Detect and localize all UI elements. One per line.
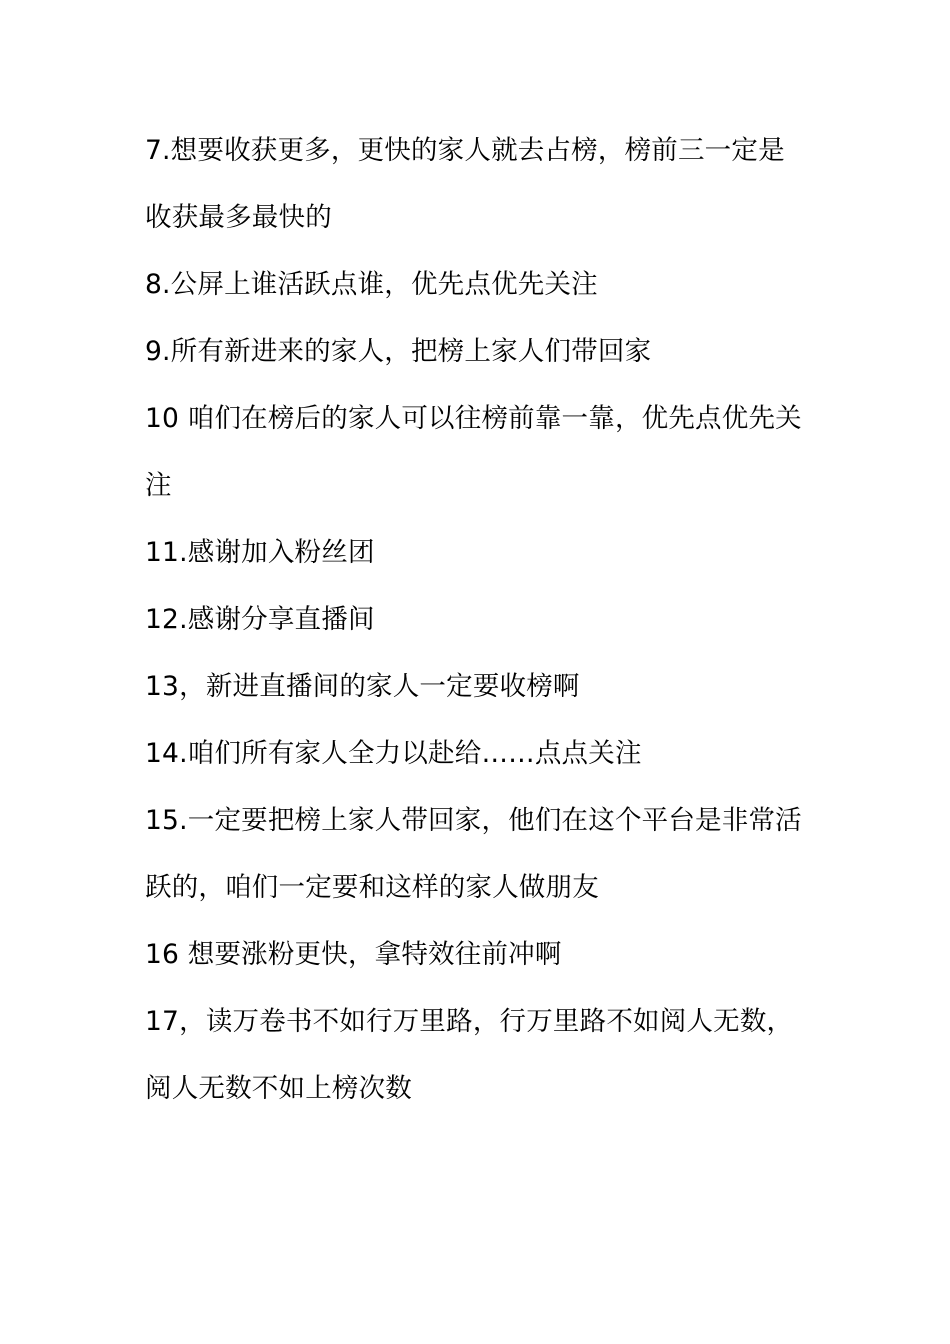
paragraph-7: 7.想要收获更多，更快的家人就去占榜，榜前三一定是收获最多最快的 xyxy=(145,135,785,233)
paragraph-13: 13，新进直播间的家人一定要收榜啊 xyxy=(145,671,580,702)
paragraph-15: 15.一定要把榜上家人带回家，他们在这个平台是非常活跃的，咱们一定要和这样的家人做朋友 xyxy=(145,805,802,903)
paragraph-10: 10 咱们在榜后的家人可以往榜前靠一靠，优先点优先关注 xyxy=(145,403,802,501)
paragraph-14: 14.咱们所有家人全力以赴给……点点关注 xyxy=(145,738,642,769)
paragraph-16: 16 想要涨粉更快，拿特效往前冲啊 xyxy=(145,939,562,970)
document-body xyxy=(145,117,810,1122)
paragraph-12: 12.感谢分享直播间 xyxy=(145,604,375,635)
paragraph-9: 9.所有新进来的家人，把榜上家人们带回家 xyxy=(145,336,652,367)
paragraph-17: 17，读万卷书不如行万里路，行万里路不如阅人无数，阅人无数不如上榜次数 xyxy=(145,1006,794,1104)
paragraph-11: 11.感谢加入粉丝团 xyxy=(145,537,375,568)
paragraph-8: 8.公屏上谁活跃点谁，优先点优先关注 xyxy=(145,269,598,300)
